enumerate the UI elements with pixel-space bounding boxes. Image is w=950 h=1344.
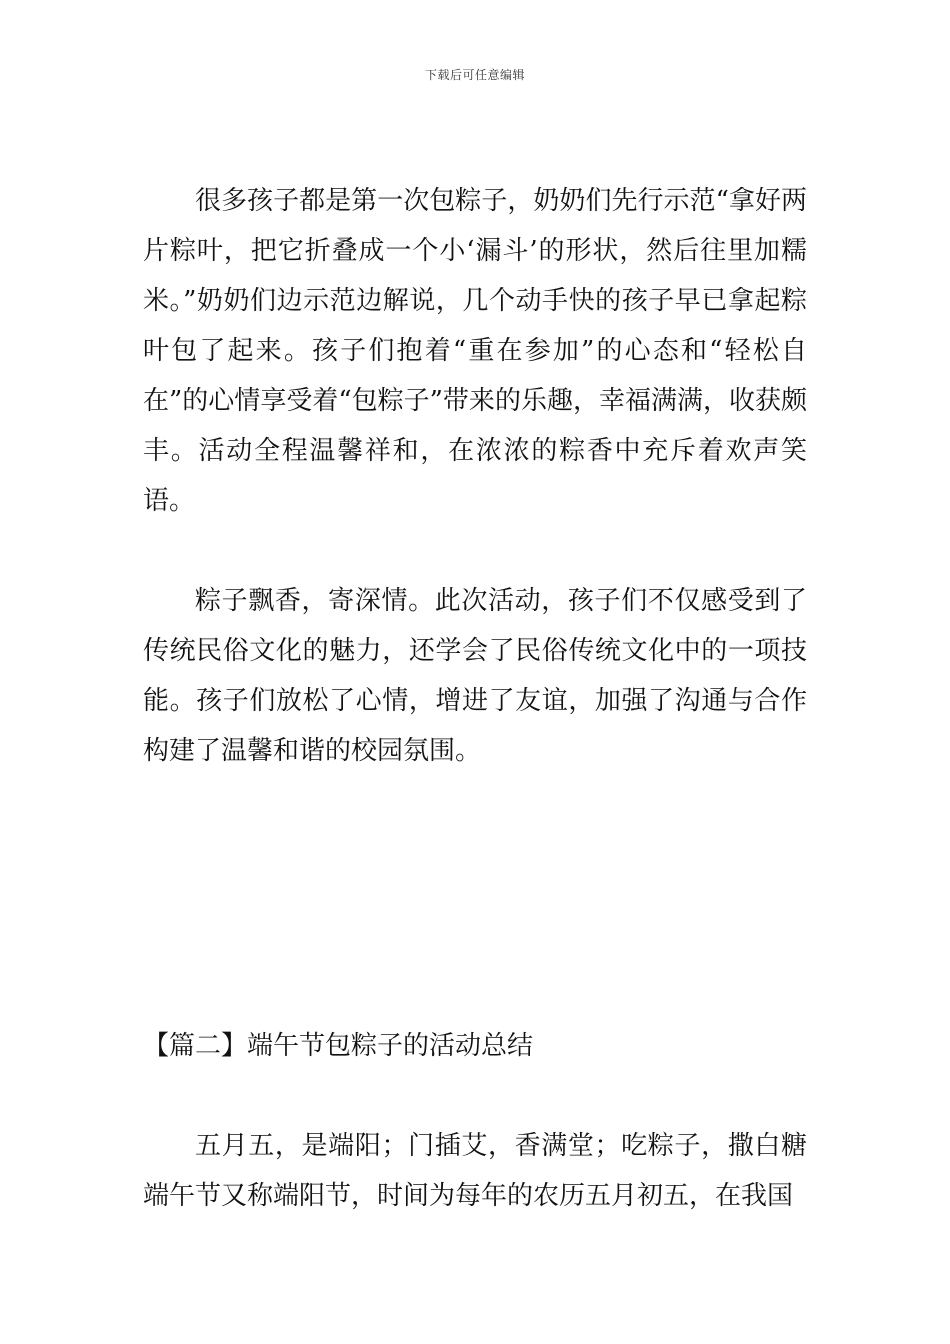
section-heading: 【篇二】端午节包粽子的活动总结 <box>143 1031 534 1061</box>
paragraph-zongzi-demonstration: 很多孩子都是第一次包粽子，奶奶们先行示范“拿好两片粽叶，把它折叠成一个小‘漏斗’的形状，然后往里加糯米。”奶奶们边示范边解说，几个动手快的孩子早已拿起粽叶包了起来。孩子们抱着“重在参加”的心态和“轻松自在”的心情享受着“包粽子”带来的乐趣，幸福满满，收获颇丰。活动全程温馨祥和，在浓浓的粽香中充斥着欢声笑语。 <box>143 186 807 516</box>
paragraph-dragon-boat-intro: 五月五，是端阳；门插艾，香满堂；吃粽子，撒白糖端午节又称端阳节，时间为每年的农历五月初五，在我国 <box>143 1131 807 1211</box>
paragraph-activity-summary: 粽子飘香，寄深情。此次活动，孩子们不仅感受到了传统民俗文化的魅力，还学会了民俗传统文化中的一项技能。孩子们放松了心情，增进了友谊，加强了沟通与合作构建了温馨和谐的校园氛围。 <box>143 586 807 766</box>
page-header: 下载后可任意编辑 <box>424 68 525 82</box>
